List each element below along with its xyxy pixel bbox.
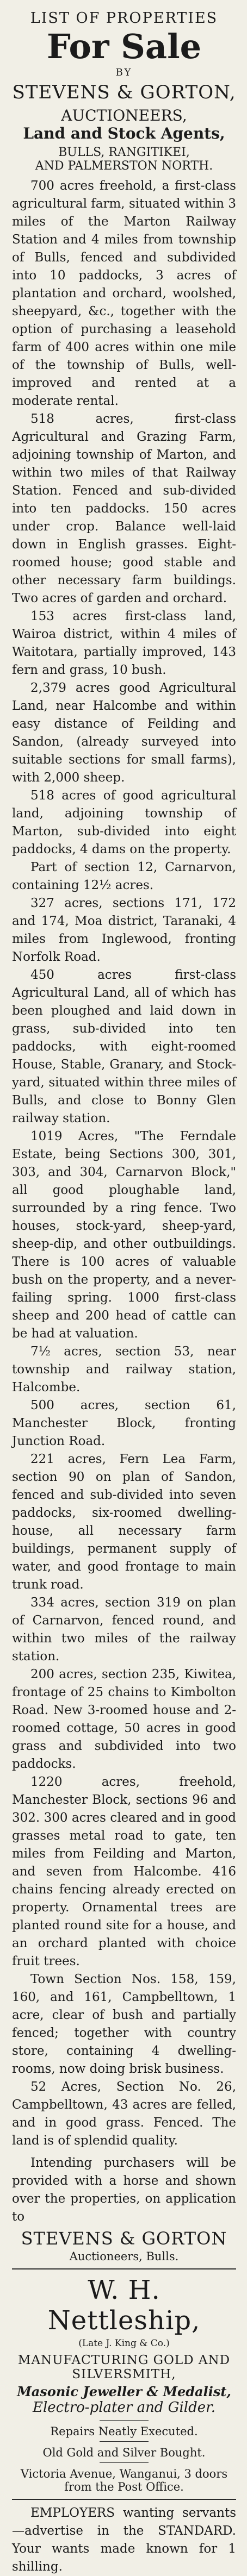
listing-item: Part of section 12, Carnarvon, containing 12½ acres. bbox=[12, 860, 236, 892]
listing-item: Town Section Nos. 158, 159, 160, and 161, Campbelltown, 1 acre, clear of bush and partially fenced; together with country store, containing 4 dwelling-rooms, now doing brisk business. bbox=[12, 1972, 236, 2076]
listing-item: 2,379 acres good Agricultural Land, near Halcombe and within easy distance of Feilding and Sandon, (already surveyed into suitable sections for small farms), with 2,000 sheep. bbox=[12, 681, 236, 785]
signature-firm: STEVENS & GORTON bbox=[21, 2228, 227, 2249]
listing-item: 334 acres, section 319 on plan of Carnarvon, fenced round, and within two miles of the railway station. bbox=[12, 1596, 236, 1664]
listing-item: 327 acres, sections 171, 172 and 174, Moa district, Taranaki, 4 miles from Inglewood, fronting Norfolk Road. bbox=[12, 896, 236, 964]
property-list-advert bbox=[12, 10, 236, 2269]
firm-role-auctioneers: AUCTIONEERS, bbox=[61, 107, 187, 124]
jeweller-trade-1: MANUFACTURING GOLD AND bbox=[17, 2353, 231, 2367]
listing-item: 518 acres, first-class Agricultural and Grazing Farm, adjoining township of Marton, and within two miles of that Railway Station. Fenced and sub-divided into ten paddocks. 150 acres under crop. Balance well-laid down in English grasses. Eight-roomed house; good stable and other necessary farm buildings. Two acres of garden and orchard. bbox=[12, 412, 236, 605]
listing-item: 518 acres of good agricultural land, adjoining township of Marton, sub-divided into eight paddocks, 4 dams on the property. bbox=[12, 789, 236, 856]
listing-item: 52 Acres, Section No. 26, Campbelltown, 43 acres are felled, and in good grass. Fenced. The land is of splendid quality. bbox=[12, 2080, 236, 2148]
signature-subtitle: Auctioneers, Bulls. bbox=[69, 2250, 179, 2263]
jeweller-trade-2: SILVERSMITH, bbox=[72, 2367, 176, 2381]
divider bbox=[100, 2462, 149, 2463]
listing-item: 500 acres, section 61, Manchester Block, fronting Junction Road. bbox=[12, 1398, 236, 1448]
employers-notice: EMPLOYERS wanting servants—advertise in the STANDARD. Your wants made known for 1 shilling. bbox=[12, 2506, 236, 2574]
advert-title: For Sale bbox=[46, 27, 202, 66]
jeweller-former-name: (Late J. King & Co.) bbox=[78, 2338, 170, 2349]
jeweller-electro: Electro-plater and Gilder. bbox=[33, 2399, 215, 2416]
firm-role-agents: Land and Stock Agents, bbox=[23, 124, 225, 142]
listing-item: 1220 acres, freehold, Manchester Block, sections 96 and 302. 300 acres cleared and in good grasses metal road to gate, ten miles from Feilding and Marton, and seven from Halcombe. 416 chains fencing already erected on property. Ornamental trees are planted round site for a house, and an orchard planted with choice fruit trees. bbox=[12, 1775, 236, 1968]
divider bbox=[100, 2441, 149, 2442]
employers-advert bbox=[12, 2500, 236, 2576]
listing-item: 221 acres, Fern Lea Farm, section 90 on plan of Sandon, fenced and sub-divided into seven paddocks, six-roomed dwelling-house, all necessary farm buildings, permanent supply of water, and good frontage to main trunk road. bbox=[12, 1452, 236, 1592]
firm-location-2: AND PALMERSTON NORTH. bbox=[35, 159, 213, 173]
firm-name: STEVENS & GORTON, bbox=[12, 82, 236, 103]
listing-item: 7½ acres, section 53, near township and railway station, Halcombe. bbox=[12, 1345, 236, 1395]
jeweller-bought: Old Gold and Silver Bought. bbox=[42, 2446, 206, 2459]
listings bbox=[12, 177, 236, 2150]
jeweller-name: W. H. Nettleship, bbox=[47, 2275, 201, 2336]
jeweller-address-1: Victoria Avenue, Wanganui, 3 doors bbox=[20, 2467, 228, 2480]
advert-heading: LIST OF PROPERTIES bbox=[30, 10, 218, 27]
divider bbox=[100, 2420, 149, 2421]
listing-item: 450 acres first-class Agricultural Land, all of which has been ploughed and laid down in grass, sub-divided into ten paddocks, with eight-roomed House, Stable, Granary, and Stock-yard, situated within three miles of Bulls, and close to Bonny Glen railway station. bbox=[12, 968, 236, 1126]
jeweller-repairs: Repairs Neatly Executed. bbox=[50, 2425, 198, 2438]
by-line: BY bbox=[115, 67, 133, 78]
listing-item: 153 acres first-class land, Wairoa district, within 4 miles of Waitotara, partially improved, 143 fern and grass, 10 bush. bbox=[12, 609, 236, 677]
closing-notice: Intending purchasers will be provided with a horse and shown over the properties, on application to bbox=[12, 2156, 236, 2224]
jeweller-masonic: Masonic Jeweller & Medalist, bbox=[17, 2384, 231, 2399]
jeweller-address-2: from the Post Office. bbox=[64, 2480, 184, 2493]
jeweller-advert bbox=[12, 2269, 236, 2500]
listing-item: 700 acres freehold, a first-class agricultural farm, situated within 3 miles of the Marton Railway Station and 4 miles from township of Bulls, fenced and subdivided into 10 paddocks, 3 acres of plantation and orchard, woolshed, sheepyard, &c., together with the option of purchasing a leasehold farm of 400 acres within one mile of the township of Bulls, well-improved and rented at a moderate rental. bbox=[12, 179, 236, 408]
listing-item: 200 acres, section 235, Kiwitea, frontage of 25 chains to Kimbolton Road. New 3-roomed house and 2-roomed cottage, 50 acres in good grass and subdivided into two paddocks. bbox=[12, 1667, 236, 1771]
listing-item: 1019 Acres, "The Ferndale Estate, being Sections 300, 301, 303, and 304, Carnarvon Block," all good ploughable land, surrounded by a ring fence. Two houses, stock-yard, sheep-yard, sheep-dip, and other outbuildings. There is 100 acres of valuable bush on the property, and a never-failing spring. 1000 first-class sheep and 200 head of cattle can be had at valuation. bbox=[12, 1129, 236, 1341]
firm-location-1: BULLS, RANGITIKEI, bbox=[58, 146, 190, 159]
